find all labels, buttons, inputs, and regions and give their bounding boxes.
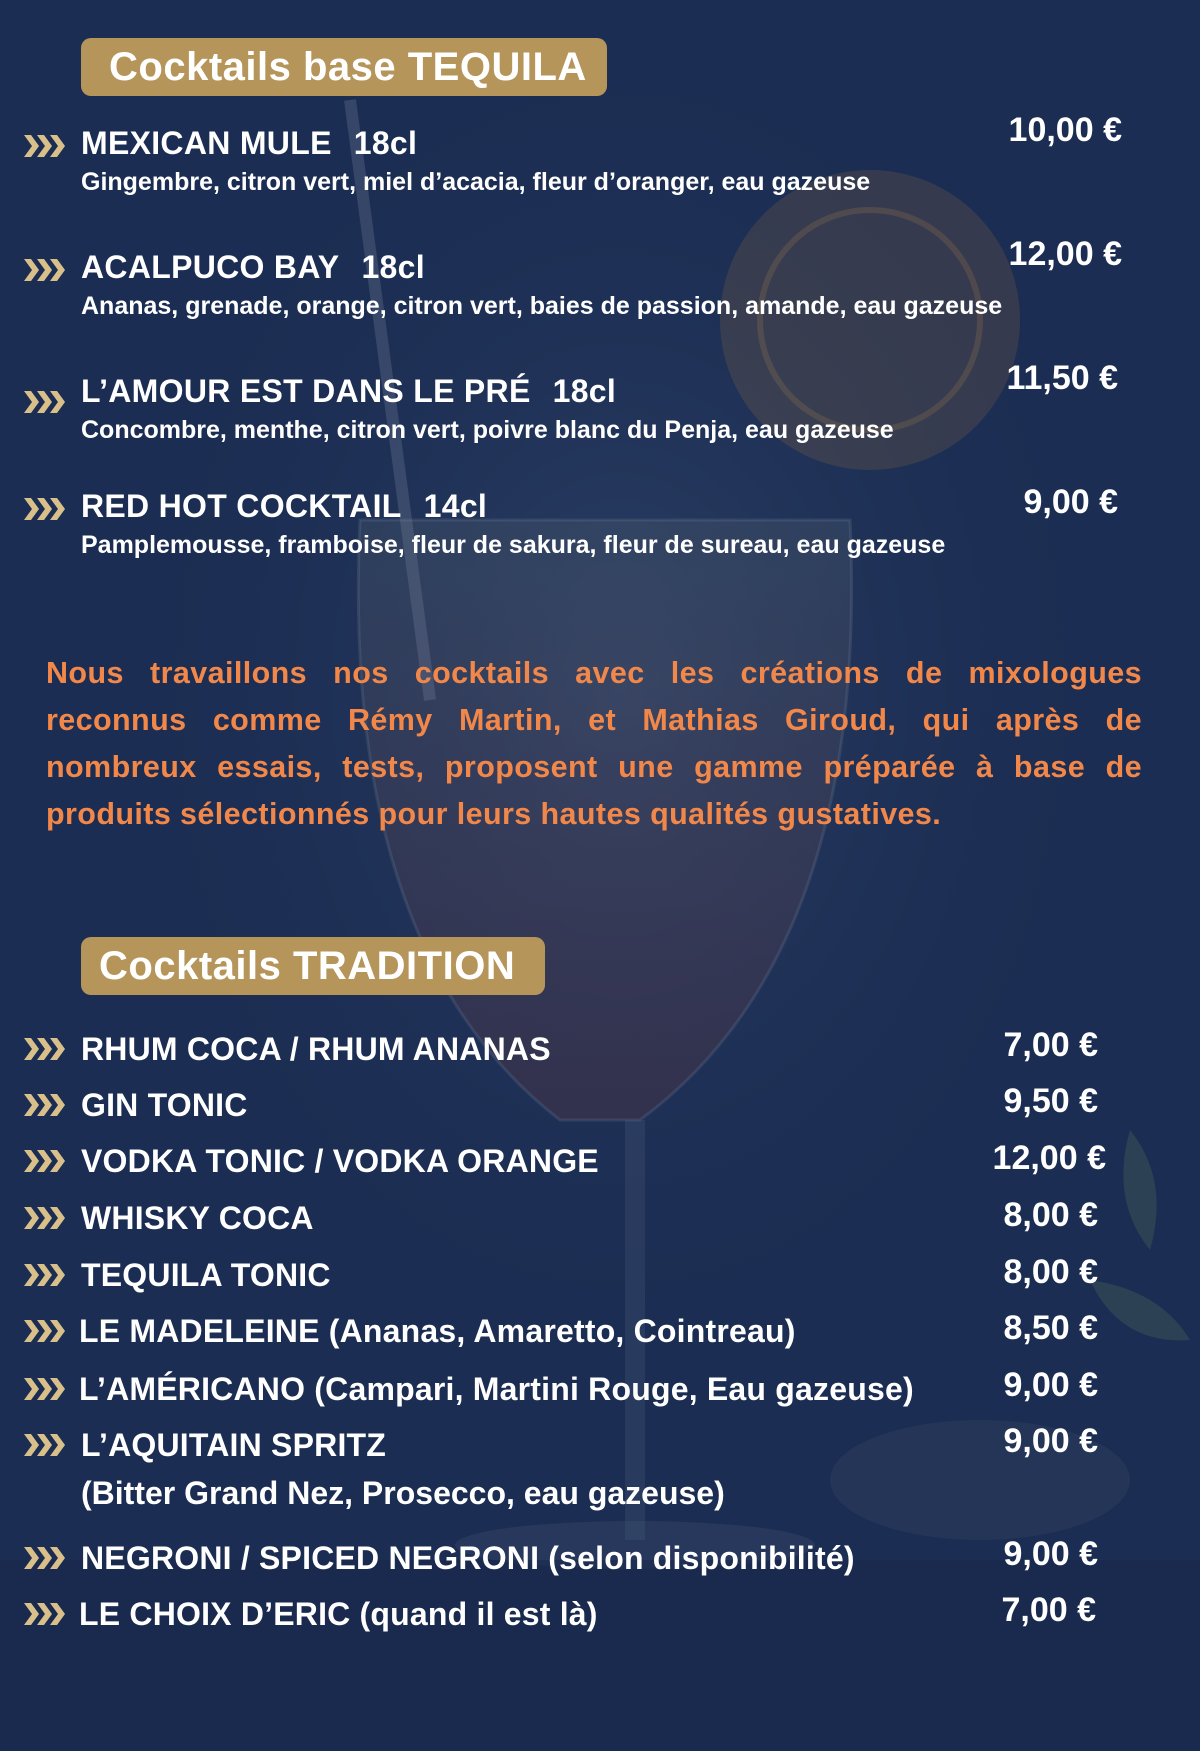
tradition-item-detail: (Bitter Grand Nez, Prosecco, eau gazeuse) — [81, 1475, 725, 1511]
chevron-arrows-icon — [24, 1434, 68, 1456]
item-price: 11,50 € — [1006, 359, 1118, 397]
item-price: 9,50 € — [1003, 1082, 1098, 1120]
item-price: 8,00 € — [1003, 1253, 1098, 1291]
chevron-arrows-icon — [24, 1207, 68, 1229]
tradition-item-name: LE CHOIX D’ERIC (quand il est là) — [79, 1596, 598, 1632]
tradition-item-name: L’AQUITAIN SPRITZ — [81, 1427, 387, 1463]
item-name: L’AMOUR EST DANS LE PRÉ — [81, 373, 531, 409]
chevron-arrows-icon — [24, 1320, 68, 1342]
item-name: RED HOT COCKTAIL — [81, 488, 402, 524]
tradition-section-title: Cocktails TRADITION — [81, 937, 545, 995]
tradition-item-name: TEQUILA TONIC — [81, 1257, 331, 1293]
item-price: 9,00 € — [1003, 1366, 1098, 1404]
tradition-item-name: VODKA TONIC / VODKA ORANGE — [81, 1143, 599, 1179]
chevron-arrows-icon — [24, 498, 68, 520]
item-price: 10,00 € — [1008, 111, 1122, 149]
item-price: 7,00 € — [1003, 1026, 1098, 1064]
item-price: 12,00 € — [1008, 235, 1122, 273]
chevron-arrows-icon — [24, 1038, 68, 1060]
tradition-item-name: L’AMÉRICANO (Campari, Martini Rouge, Eau gazeuse) — [79, 1371, 914, 1407]
tequila-item — [81, 124, 870, 198]
item-description: Pamplemousse, framboise, fleur de sakura, fleur de sureau, eau gazeuse — [81, 531, 946, 559]
tradition-item-name: GIN TONIC — [81, 1087, 248, 1123]
item-price: 8,00 € — [1003, 1196, 1098, 1234]
item-price: 9,00 € — [1003, 1422, 1098, 1460]
item-volume: 14cl — [423, 488, 488, 524]
tequila-item — [81, 372, 894, 446]
tradition-item-name: WHISKY COCA — [81, 1200, 314, 1236]
chevron-arrows-icon — [24, 1378, 68, 1400]
chevron-arrows-icon — [24, 1264, 68, 1286]
tradition-item-name: LE MADELEINE (Ananas, Amaretto, Cointreau) — [79, 1313, 796, 1349]
chevron-arrows-icon — [24, 391, 68, 413]
chevron-arrows-icon — [24, 1150, 68, 1172]
tequila-section-title: Cocktails base TEQUILA — [81, 38, 607, 96]
item-volume: 18cl — [361, 249, 425, 285]
item-description: Concombre, menthe, citron vert, poivre blanc du Penja, eau gazeuse — [81, 416, 894, 444]
item-volume: 18cl — [552, 373, 617, 409]
item-name: ACALPUCO BAY — [81, 249, 340, 285]
item-price: 9,00 € — [1003, 1535, 1098, 1573]
chevron-arrows-icon — [24, 259, 68, 281]
tequila-item — [81, 487, 945, 561]
item-volume: 18cl — [353, 125, 418, 161]
item-name: MEXICAN MULE — [81, 125, 332, 161]
item-description: Ananas, grenade, orange, citron vert, baies de passion, amande, eau gazeuse — [81, 292, 1003, 320]
item-price: 9,00 € — [1023, 483, 1118, 521]
item-description: Gingembre, citron vert, miel d’acacia, fleur d’oranger, eau gazeuse — [81, 168, 871, 196]
chevron-arrows-icon — [24, 1094, 68, 1116]
tequila-item — [81, 248, 1002, 322]
item-price: 7,00 € — [1001, 1591, 1096, 1629]
item-price: 8,50 € — [1003, 1309, 1098, 1347]
mixology-note: Nous travaillons nos cocktails avec les créations de mixologues reconnus comme Rémy Martin, et Mathias Giroud, qui après de nombreux essais, tests, proposent une gamme préparée à base de produits sélectionnés pour leurs hautes qualités gustatives. — [46, 656, 1142, 831]
chevron-arrows-icon — [24, 135, 68, 157]
tradition-item-name: RHUM COCA / RHUM ANANAS — [81, 1031, 551, 1067]
tradition-item-name: NEGRONI / SPICED NEGRONI (selon disponibilité) — [81, 1540, 855, 1576]
item-price: 12,00 € — [992, 1139, 1106, 1177]
chevron-arrows-icon — [24, 1547, 68, 1569]
chevron-arrows-icon — [24, 1603, 68, 1625]
